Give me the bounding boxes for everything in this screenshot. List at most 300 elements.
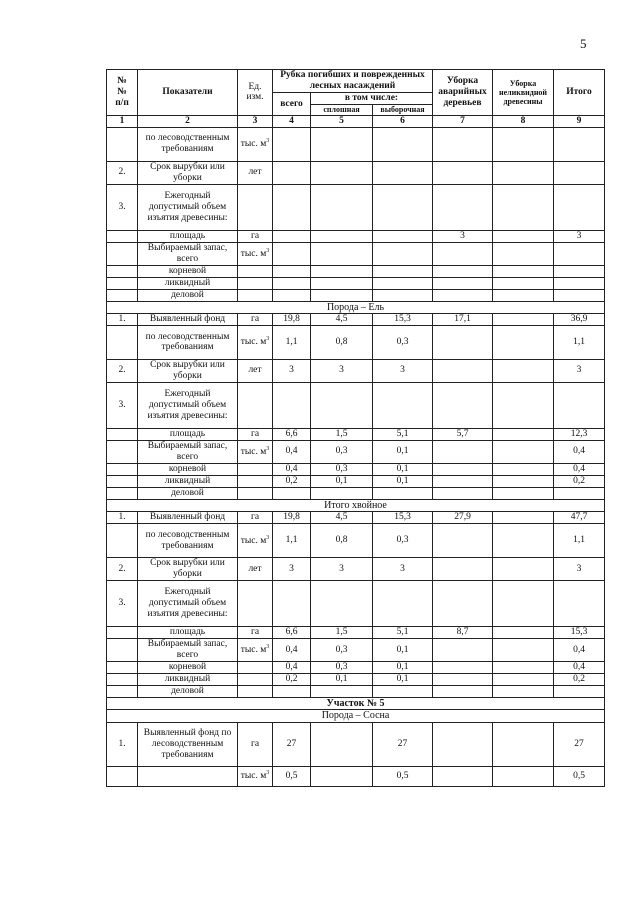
cell-col-6: 5,1: [373, 428, 433, 440]
row-number: [107, 685, 138, 697]
cell-col-4: [273, 382, 311, 428]
cell-col-7: [433, 325, 493, 359]
table-row: [107, 242, 605, 265]
row-label: ликвидный: [138, 277, 238, 289]
table-row: [107, 685, 605, 697]
row-label: площадь: [138, 428, 238, 440]
row-number: 3.: [107, 581, 138, 627]
row-number: 1.: [107, 722, 138, 766]
cell-col-9: 3: [554, 558, 605, 581]
table-row: [107, 289, 605, 301]
row-number: 2.: [107, 161, 138, 184]
table-row: [107, 184, 605, 230]
cell-col-6: 0,1: [373, 661, 433, 673]
cell-col-7: [433, 638, 493, 661]
row-number: [107, 277, 138, 289]
cell-col-4: [273, 230, 311, 242]
row-unit: [238, 487, 273, 499]
cell-col-9: 12,3: [554, 428, 605, 440]
row-number: [107, 242, 138, 265]
cell-col-5: 1,5: [311, 627, 373, 639]
cell-col-8: [493, 242, 554, 265]
cell-col-8: [493, 277, 554, 289]
cell-col-9: 47,7: [554, 512, 605, 524]
cell-col-7: [433, 487, 493, 499]
row-label: корневой: [138, 463, 238, 475]
cell-col-7: [433, 161, 493, 184]
header-total-all: всего: [273, 93, 311, 116]
cell-col-7: 3: [433, 230, 493, 242]
header-cutting-group: Рубка погибших и поврежденных лесных насаждений: [273, 70, 433, 93]
column-number: 7: [433, 115, 493, 127]
cell-col-7: [433, 463, 493, 475]
cell-col-6: [373, 277, 433, 289]
cell-col-6: 5,1: [373, 627, 433, 639]
cell-col-5: [311, 242, 373, 265]
cell-col-4: [273, 289, 311, 301]
row-unit: [238, 685, 273, 697]
row-label: корневой: [138, 661, 238, 673]
cell-col-9: 1,1: [554, 325, 605, 359]
column-number: 8: [493, 115, 554, 127]
cell-col-5: 4,5: [311, 314, 373, 326]
row-unit: [238, 661, 273, 673]
row-label: деловой: [138, 289, 238, 301]
column-number: 2: [138, 115, 238, 127]
row-label: Ежегодный допустимый объем изъятия древесины:: [138, 581, 238, 627]
cell-col-6: 0,1: [373, 638, 433, 661]
row-unit: [238, 475, 273, 487]
row-label: деловой: [138, 685, 238, 697]
cell-col-5: 3: [311, 558, 373, 581]
row-unit: [238, 382, 273, 428]
section-row: [107, 710, 605, 723]
table-row: [107, 325, 605, 359]
cell-col-5: [311, 289, 373, 301]
cell-col-4: [273, 581, 311, 627]
cell-col-5: 0,3: [311, 638, 373, 661]
cell-col-6: 0,1: [373, 475, 433, 487]
table-row: [107, 277, 605, 289]
cell-col-9: [554, 382, 605, 428]
cell-col-5: [311, 230, 373, 242]
cell-col-8: [493, 673, 554, 685]
row-label: Срок вырубки или уборки: [138, 161, 238, 184]
row-number: [107, 265, 138, 277]
row-label: Срок вырубки или уборки: [138, 359, 238, 382]
cell-col-9: 0,4: [554, 661, 605, 673]
cell-col-9: 0,2: [554, 673, 605, 685]
row-unit: тыс. $м^3$: [238, 242, 273, 265]
cell-col-8: [493, 475, 554, 487]
cell-col-8: [493, 558, 554, 581]
cell-col-9: 0,5: [554, 766, 605, 786]
cell-col-5: [311, 161, 373, 184]
cell-col-6: 0,1: [373, 673, 433, 685]
table-row: [107, 558, 605, 581]
table-row: [107, 766, 605, 786]
cell-col-4: [273, 161, 311, 184]
table-row: [107, 487, 605, 499]
row-unit: тыс. $м^3$: [238, 440, 273, 463]
cell-col-6: 0,3: [373, 325, 433, 359]
cell-col-8: [493, 627, 554, 639]
table-row: [107, 524, 605, 558]
table-row: [107, 512, 605, 524]
row-unit: тыс. $м^3$: [238, 638, 273, 661]
cell-col-4: [273, 242, 311, 265]
header-emergency: Уборка аварийных деревьев: [433, 70, 493, 116]
row-label: деловой: [138, 487, 238, 499]
row-number: 2.: [107, 558, 138, 581]
column-number: 1: [107, 115, 138, 127]
column-number: 5: [311, 115, 373, 127]
table-row: [107, 673, 605, 685]
cell-col-8: [493, 581, 554, 627]
row-number: [107, 289, 138, 301]
cell-col-7: [433, 127, 493, 161]
cell-col-7: [433, 265, 493, 277]
cell-col-4: 0,2: [273, 673, 311, 685]
cell-col-7: [433, 524, 493, 558]
row-number: [107, 463, 138, 475]
cell-col-7: [433, 475, 493, 487]
cell-col-8: [493, 638, 554, 661]
table-row: [107, 463, 605, 475]
cell-col-4: 19,8: [273, 512, 311, 524]
cell-col-5: 0,1: [311, 475, 373, 487]
row-label: ликвидный: [138, 673, 238, 685]
row-number: [107, 325, 138, 359]
cell-col-5: [311, 487, 373, 499]
cell-col-9: 3: [554, 359, 605, 382]
row-unit: лет: [238, 161, 273, 184]
row-unit: [238, 581, 273, 627]
row-label: Срок вырубки или уборки: [138, 558, 238, 581]
row-label: ликвидный: [138, 475, 238, 487]
cell-col-5: 0,3: [311, 463, 373, 475]
section-row: [107, 697, 605, 710]
row-unit: [238, 289, 273, 301]
cell-col-8: [493, 184, 554, 230]
cell-col-8: [493, 161, 554, 184]
row-unit: тыс. $м^3$: [238, 127, 273, 161]
row-label: Выявленный фонд по лесоводственным требованиям: [138, 722, 238, 766]
cell-col-8: [493, 766, 554, 786]
header-nonliquid: Уборка неликвидной древесины: [493, 70, 554, 116]
cell-col-7: [433, 184, 493, 230]
row-label: [138, 766, 238, 786]
cell-col-6: 27: [373, 722, 433, 766]
cell-col-6: [373, 289, 433, 301]
header-selective: выборочная: [373, 104, 433, 115]
cell-col-9: 1,1: [554, 524, 605, 558]
cell-col-4: 6,6: [273, 627, 311, 639]
cell-col-9: 15,3: [554, 627, 605, 639]
row-unit: [238, 265, 273, 277]
cell-col-4: 0,4: [273, 661, 311, 673]
row-label: по лесоводственным требованиям: [138, 325, 238, 359]
row-number: [107, 524, 138, 558]
row-unit: [238, 277, 273, 289]
cell-col-4: 3: [273, 359, 311, 382]
cell-col-9: 3: [554, 230, 605, 242]
row-number: [107, 487, 138, 499]
column-number-row: [107, 115, 605, 127]
cell-col-4: 1,1: [273, 325, 311, 359]
row-label: Выбираемый запас, всего: [138, 440, 238, 463]
cell-col-8: [493, 512, 554, 524]
table-body: [107, 127, 605, 786]
header-unit: Ед. изм.: [238, 70, 273, 116]
cell-col-8: [493, 661, 554, 673]
cell-col-8: [493, 230, 554, 242]
cell-col-6: 0,3: [373, 524, 433, 558]
cell-col-6: 3: [373, 558, 433, 581]
row-number: [107, 661, 138, 673]
table-row: [107, 382, 605, 428]
column-number: 3: [238, 115, 273, 127]
cell-col-9: 0,4: [554, 440, 605, 463]
table-row: [107, 475, 605, 487]
cell-col-9: [554, 581, 605, 627]
cell-col-7: [433, 242, 493, 265]
cell-col-7: 27,9: [433, 512, 493, 524]
table-row: [107, 638, 605, 661]
cell-col-8: [493, 127, 554, 161]
cell-col-6: 15,3: [373, 512, 433, 524]
cell-col-5: [311, 277, 373, 289]
cell-col-4: 0,5: [273, 766, 311, 786]
row-unit: га: [238, 722, 273, 766]
cell-col-5: 0,8: [311, 325, 373, 359]
row-label: Выявленный фонд: [138, 512, 238, 524]
section-title: Итого хвойное: [107, 499, 605, 512]
table-row: [107, 627, 605, 639]
table-row: [107, 359, 605, 382]
cell-col-7: [433, 382, 493, 428]
cell-col-9: 0,4: [554, 463, 605, 475]
cell-col-4: 3: [273, 558, 311, 581]
row-label: Выбираемый запас, всего: [138, 638, 238, 661]
cell-col-9: 27: [554, 722, 605, 766]
cell-col-9: [554, 161, 605, 184]
section-row: [107, 301, 605, 314]
cell-col-8: [493, 463, 554, 475]
row-unit: [238, 673, 273, 685]
cell-col-9: [554, 277, 605, 289]
row-unit: [238, 463, 273, 475]
cell-col-9: [554, 487, 605, 499]
cell-col-7: [433, 722, 493, 766]
cell-col-9: [554, 184, 605, 230]
cell-col-5: [311, 265, 373, 277]
cell-col-5: [311, 722, 373, 766]
row-unit: тыс. $м^3$: [238, 766, 273, 786]
row-unit: тыс. $м^3$: [238, 524, 273, 558]
section-title: Порода – Ель: [107, 301, 605, 314]
row-number: [107, 673, 138, 685]
cell-col-7: [433, 581, 493, 627]
row-label: по лесоводственным требованиям: [138, 127, 238, 161]
cell-col-8: [493, 314, 554, 326]
cell-col-9: 0,4: [554, 638, 605, 661]
cell-col-6: [373, 184, 433, 230]
row-number: [107, 428, 138, 440]
table-header: [107, 70, 605, 128]
row-label: площадь: [138, 627, 238, 639]
cell-col-9: [554, 242, 605, 265]
row-number: 2.: [107, 359, 138, 382]
cell-col-8: [493, 487, 554, 499]
row-label: по лесоводственным требованиям: [138, 524, 238, 558]
cell-col-6: 3: [373, 359, 433, 382]
cell-col-7: [433, 661, 493, 673]
cell-col-6: 0,1: [373, 440, 433, 463]
table-row: [107, 127, 605, 161]
cell-col-5: [311, 127, 373, 161]
table-row: [107, 440, 605, 463]
row-number: [107, 475, 138, 487]
row-number: 3.: [107, 382, 138, 428]
table-row: [107, 581, 605, 627]
row-number: 1.: [107, 314, 138, 326]
cell-col-8: [493, 524, 554, 558]
header-num: № № п/п: [107, 70, 138, 116]
cell-col-4: 0,4: [273, 638, 311, 661]
cell-col-6: 0,1: [373, 463, 433, 475]
header-indicator: Показатели: [138, 70, 238, 116]
row-label: Ежегодный допустимый объем изъятия древесины:: [138, 382, 238, 428]
cell-col-4: 0,4: [273, 463, 311, 475]
cell-col-9: 0,2: [554, 475, 605, 487]
cell-col-6: 15,3: [373, 314, 433, 326]
cell-col-4: [273, 265, 311, 277]
row-unit: лет: [238, 359, 273, 382]
table-row: [107, 661, 605, 673]
cell-col-4: [273, 487, 311, 499]
row-label: площадь: [138, 230, 238, 242]
row-unit: га: [238, 314, 273, 326]
cell-col-4: 0,4: [273, 440, 311, 463]
cell-col-7: [433, 685, 493, 697]
row-unit: лет: [238, 558, 273, 581]
cell-col-9: [554, 127, 605, 161]
cell-col-8: [493, 382, 554, 428]
cell-col-7: [433, 277, 493, 289]
cell-col-6: 0,5: [373, 766, 433, 786]
row-unit: тыс. $м^3$: [238, 325, 273, 359]
cell-col-8: [493, 289, 554, 301]
cell-col-7: 8,7: [433, 627, 493, 639]
cell-col-5: 1,5: [311, 428, 373, 440]
cell-col-7: [433, 440, 493, 463]
cell-col-6: [373, 230, 433, 242]
cell-col-9: [554, 685, 605, 697]
cell-col-5: 0,1: [311, 673, 373, 685]
cell-col-4: 27: [273, 722, 311, 766]
row-number: 3.: [107, 184, 138, 230]
cell-col-9: [554, 289, 605, 301]
header-solid: сплошная: [311, 104, 373, 115]
cell-col-6: [373, 127, 433, 161]
table-row: [107, 428, 605, 440]
cell-col-8: [493, 685, 554, 697]
cell-col-4: 1,1: [273, 524, 311, 558]
cell-col-9: 36,9: [554, 314, 605, 326]
cell-col-4: [273, 277, 311, 289]
cell-col-5: [311, 685, 373, 697]
row-number: [107, 638, 138, 661]
row-unit: [238, 184, 273, 230]
cell-col-4: 0,2: [273, 475, 311, 487]
column-number: 4: [273, 115, 311, 127]
table-row: [107, 161, 605, 184]
table-row: [107, 230, 605, 242]
cell-col-7: 17,1: [433, 314, 493, 326]
cell-col-8: [493, 325, 554, 359]
cell-col-8: [493, 265, 554, 277]
cell-col-7: [433, 673, 493, 685]
row-number: [107, 766, 138, 786]
cell-col-4: 19,8: [273, 314, 311, 326]
cell-col-5: 0,3: [311, 440, 373, 463]
cell-col-5: 0,8: [311, 524, 373, 558]
table-row: [107, 314, 605, 326]
row-number: 1.: [107, 512, 138, 524]
cell-col-4: [273, 127, 311, 161]
cell-col-6: [373, 242, 433, 265]
row-unit: га: [238, 230, 273, 242]
row-unit: га: [238, 428, 273, 440]
cell-col-7: [433, 766, 493, 786]
row-unit: га: [238, 512, 273, 524]
row-label: Ежегодный допустимый объем изъятия древесины:: [138, 184, 238, 230]
cell-col-9: [554, 265, 605, 277]
section-title: Участок № 5: [107, 697, 605, 710]
cell-col-7: [433, 289, 493, 301]
cell-col-4: [273, 184, 311, 230]
cell-col-4: 6,6: [273, 428, 311, 440]
page-number: 5: [580, 36, 587, 51]
row-number: [107, 627, 138, 639]
table-row: [107, 265, 605, 277]
header-incl: в том числе:: [311, 93, 433, 105]
cell-col-7: 5,7: [433, 428, 493, 440]
cell-col-6: [373, 581, 433, 627]
row-number: [107, 440, 138, 463]
row-label: корневой: [138, 265, 238, 277]
cell-col-6: [373, 161, 433, 184]
cell-col-5: 0,3: [311, 661, 373, 673]
row-number: [107, 127, 138, 161]
cell-col-4: [273, 685, 311, 697]
cell-col-6: [373, 382, 433, 428]
cell-col-5: [311, 382, 373, 428]
row-number: [107, 230, 138, 242]
cell-col-7: [433, 359, 493, 382]
cell-col-8: [493, 440, 554, 463]
cell-col-5: 4,5: [311, 512, 373, 524]
column-number: 6: [373, 115, 433, 127]
row-label: Выявленный фонд: [138, 314, 238, 326]
cell-col-7: [433, 558, 493, 581]
cell-col-5: [311, 184, 373, 230]
row-label: Выбираемый запас, всего: [138, 242, 238, 265]
header-itogo: Итого: [554, 70, 605, 116]
cell-col-6: [373, 685, 433, 697]
cell-col-5: 3: [311, 359, 373, 382]
